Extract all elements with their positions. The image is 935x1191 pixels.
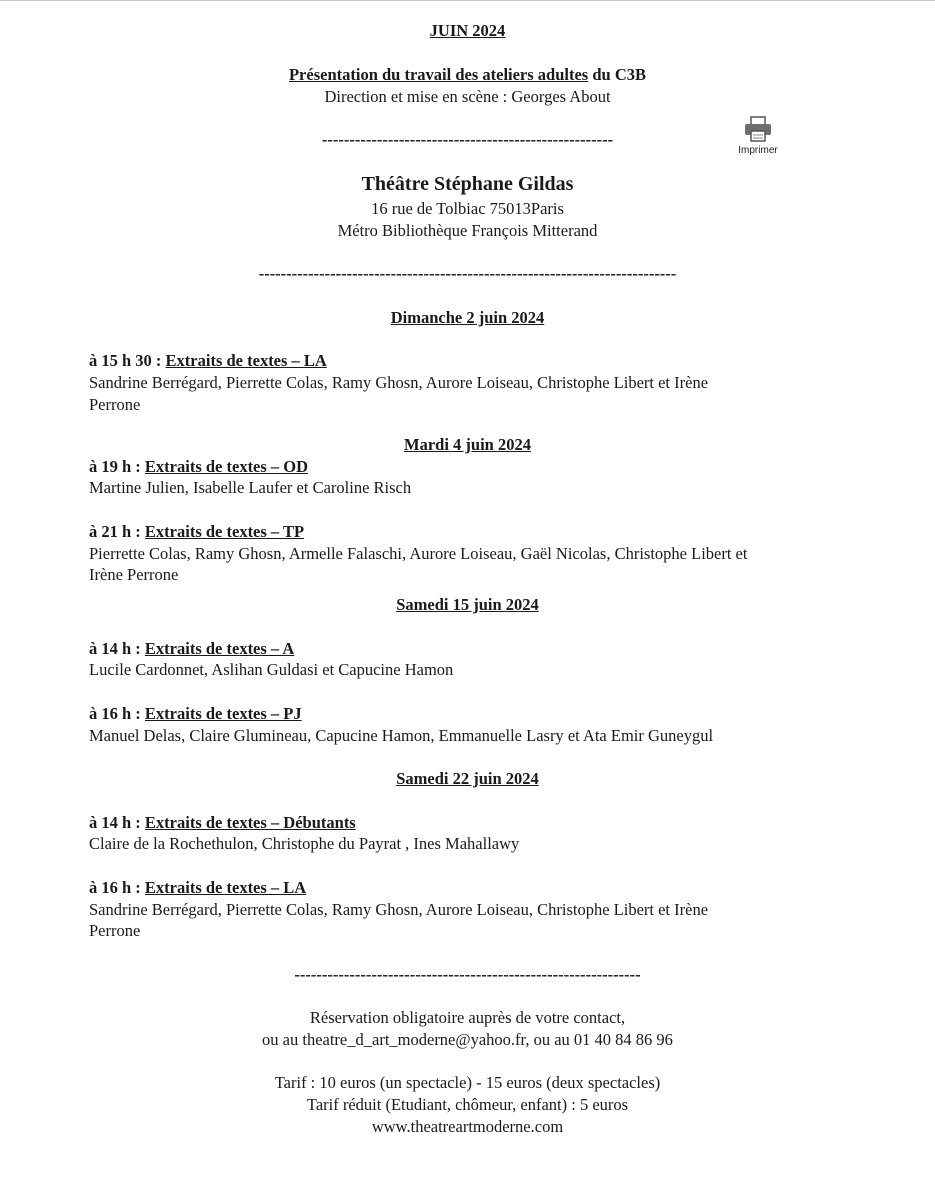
venue-name: Théâtre Stéphane Gildas (361, 173, 574, 195)
show-time: à 16 h : (89, 704, 145, 723)
day-heading: Samedi 22 juin 2024 (396, 769, 539, 788)
printer-icon (743, 116, 773, 142)
show-cast: Perrone (89, 921, 141, 940)
tarif-reduit-text: Tarif réduit (Etudiant, chômeur, enfant) : 5 euros (306, 1095, 629, 1114)
show-time: à 14 h : (89, 813, 145, 832)
show-time: à 14 h : (89, 639, 145, 658)
day-heading: Dimanche 2 juin 2024 (390, 308, 545, 327)
show-title-link[interactable]: Extraits de textes – TP (144, 522, 305, 541)
show-title-link[interactable]: Extraits de textes – PJ (144, 704, 302, 723)
separator: --------------------------------------------------------------- (294, 965, 641, 984)
show-title-link[interactable]: Extraits de textes – A (144, 639, 295, 658)
show-cast: Sandrine Berrégard, Pierrette Colas, Ramy Ghosn, Aurore Loiseau, Christophe Libert et Irène (89, 373, 709, 392)
show-title-link[interactable]: Extraits de textes – Débutants (144, 813, 356, 832)
show-heading (89, 878, 306, 898)
show-cast: Lucile Cardonnet, Aslihan Guldasi et Capucine Hamon (89, 660, 454, 679)
separator: ----------------------------------------------------- (321, 130, 614, 149)
month-heading: JUIN 2024 (429, 21, 506, 40)
show-heading (89, 639, 294, 659)
show-cast: Claire de la Rochethulon, Christophe du Payrat , Ines Mahallawy (89, 834, 520, 853)
show-heading (89, 457, 308, 477)
tarif-text: Tarif : 10 euros (un spectacle) - 15 euros (deux spectacles) (274, 1073, 661, 1092)
presentation-link[interactable]: Présentation du travail des ateliers adultes (288, 65, 589, 84)
show-heading (89, 351, 327, 371)
top-border (0, 0, 935, 1)
show-title-link[interactable]: Extraits de textes – OD (144, 457, 309, 476)
show-heading (89, 704, 302, 724)
show-title-link[interactable]: Extraits de textes – LA (144, 878, 307, 897)
separator: ---------------------------------------------------------------------------- (258, 264, 677, 283)
show-cast: Martine Julien, Isabelle Laufer et Caroline Risch (89, 478, 412, 497)
day-heading: Samedi 15 juin 2024 (396, 595, 539, 614)
show-time: à 21 h : (89, 522, 145, 541)
show-cast: Irène Perrone (89, 565, 179, 584)
show-cast: Perrone (89, 395, 141, 414)
show-cast: Pierrette Colas, Ramy Ghosn, Armelle Falaschi, Aurore Loiseau, Gaël Nicolas, Christophe Libert et (89, 544, 748, 563)
show-time: à 19 h : (89, 457, 145, 476)
website-link[interactable]: www.theatreartmoderne.com (371, 1117, 564, 1136)
show-heading (89, 813, 356, 833)
day-heading: Mardi 4 juin 2024 (404, 435, 531, 454)
print-label: Imprimer (738, 145, 778, 156)
show-cast: Manuel Delas, Claire Glumineau, Capucine Hamon, Emmanuelle Lasry et Ata Emir Guneygul (89, 726, 714, 745)
show-time: à 15 h 30 : (89, 351, 166, 370)
presentation-line (0, 65, 935, 85)
venue-metro: Métro Bibliothèque François Mitterand (337, 221, 598, 240)
contact-text: ou au theatre_d_art_moderne@yahoo.fr, ou au 01 40 84 86 96 (262, 1030, 673, 1049)
show-title-link[interactable]: Extraits de textes – LA (165, 351, 327, 370)
direction-line: Direction et mise en scène : Georges About (324, 87, 611, 106)
show-time: à 16 h : (89, 878, 145, 897)
print-button[interactable] (733, 116, 783, 164)
presentation-suffix: du C3B (588, 65, 647, 84)
venue-address: 16 rue de Tolbiac 75013Paris (371, 199, 564, 218)
show-heading (89, 522, 304, 542)
show-cast: Sandrine Berrégard, Pierrette Colas, Ramy Ghosn, Aurore Loiseau, Christophe Libert et Irène (89, 900, 709, 919)
reservation-text: Réservation obligatoire auprès de votre contact, (309, 1008, 626, 1027)
